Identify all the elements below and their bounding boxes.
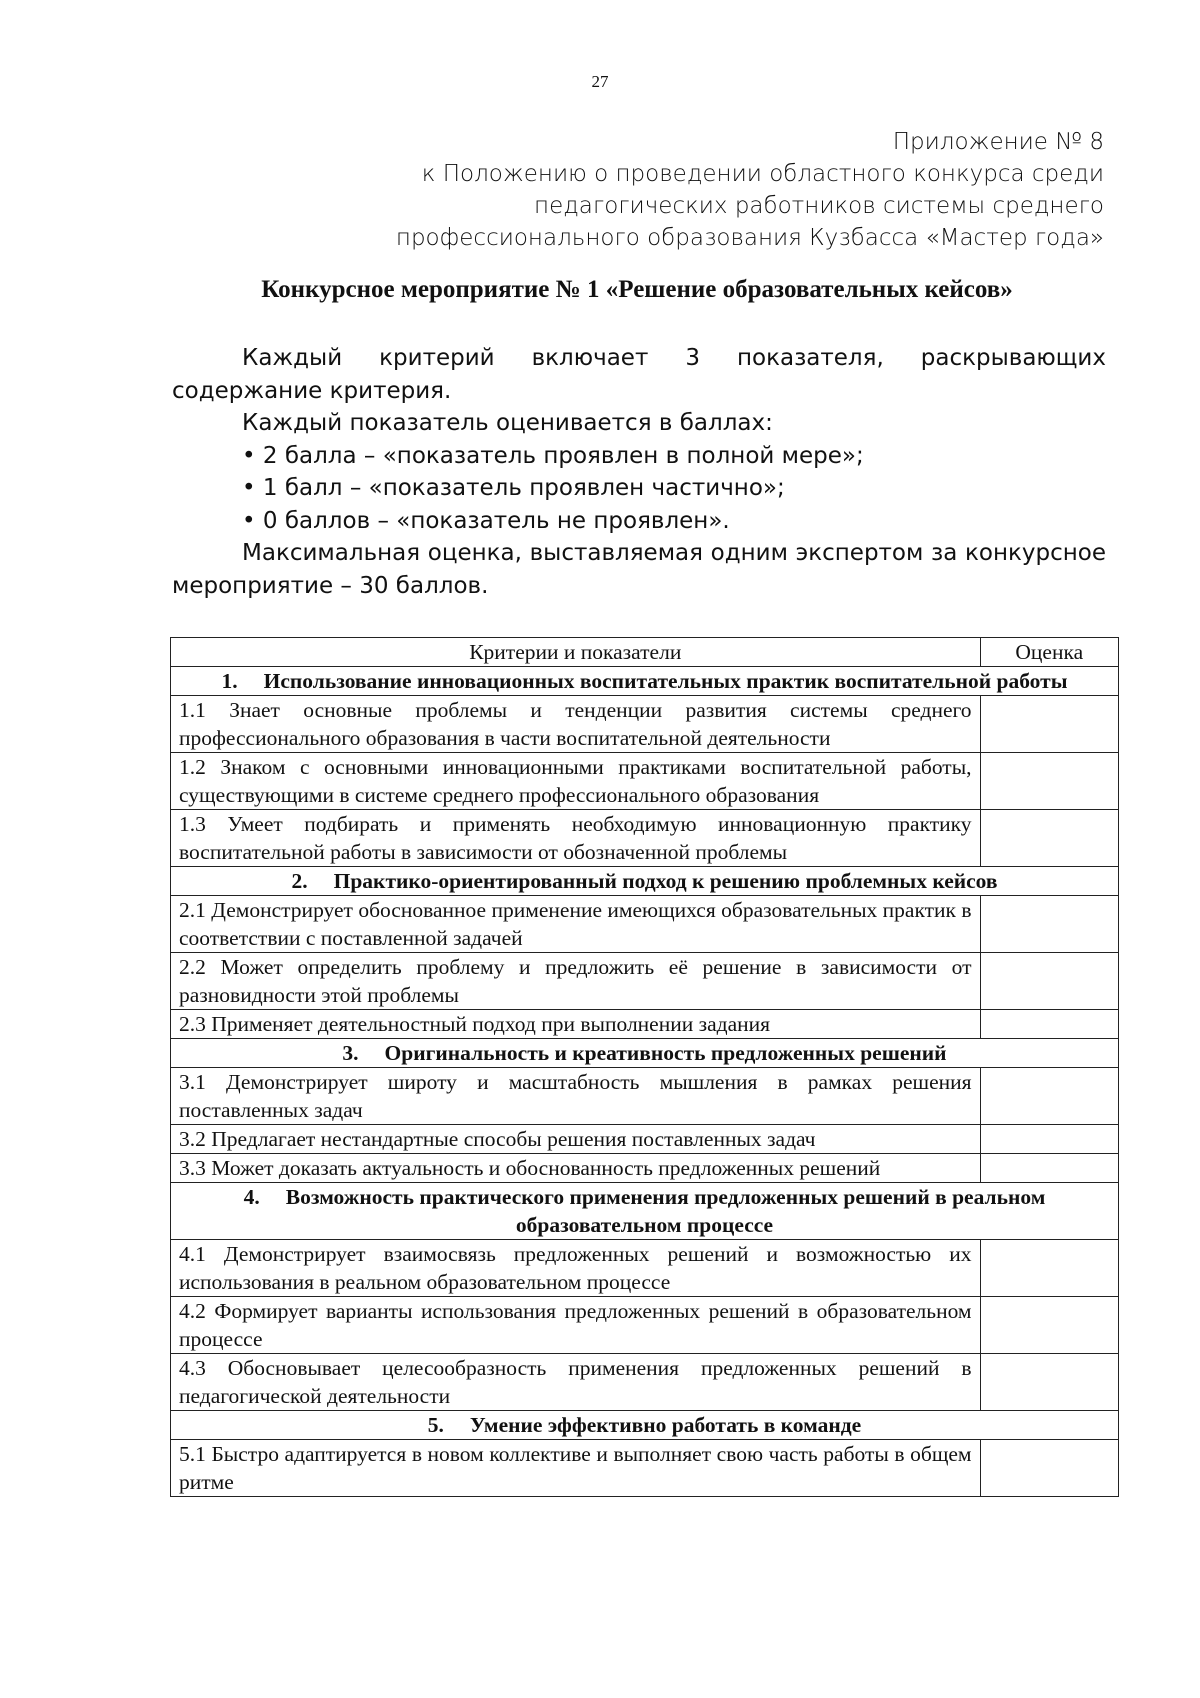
bullet-item: • 2 балла – «показатель проявлен в полной мере»; — [242, 442, 864, 469]
score-cell[interactable] — [980, 1125, 1118, 1154]
intro-paragraph: Каждый критерий включает 3 показателя, раскрывающих содержание критерия. — [172, 345, 1106, 404]
indicator-text: 4.3 Обосновывает целесообразность применения предложенных решений в педагогической деятельности — [171, 1354, 981, 1411]
appendix-line: к Положению о проведении областного конкурса среди — [421, 161, 1104, 187]
score-cell[interactable] — [980, 1068, 1118, 1125]
indicator-row — [171, 1010, 1119, 1039]
indicator-row — [171, 1440, 1119, 1497]
indicator-row — [171, 1297, 1119, 1354]
indicator-text: 2.1 Демонстрирует обоснованное применение имеющихся образовательных практик в соответствии с поставленной задачей — [171, 896, 981, 953]
indicator-text: 3.3 Может доказать актуальность и обоснованность предложенных решений — [171, 1154, 981, 1183]
bullet-item: • 1 балл – «показатель проявлен частично»; — [242, 475, 785, 501]
score-cell[interactable] — [980, 953, 1118, 1010]
criterion-title — [171, 867, 1119, 896]
score-cell[interactable] — [980, 810, 1118, 867]
indicator-row — [171, 953, 1119, 1010]
indicator-row — [171, 810, 1119, 867]
table-header-row — [171, 638, 1119, 667]
indicator-text: 4.1 Демонстрирует взаимосвязь предложенных решений и возможностью их использования в реальном образовательном процессе — [171, 1240, 981, 1297]
score-cell[interactable] — [980, 1010, 1118, 1039]
criterion-row — [171, 667, 1119, 696]
indicator-text: 1.3 Умеет подбирать и применять необходимую инновационную практику воспитательной работы в зависимости от обозначенной проблемы — [171, 810, 981, 867]
criterion-title — [171, 1039, 1119, 1068]
intro-paragraph: Максимальная оценка, выставляемая одним экспертом за конкурсное мероприятие – 30 баллов. — [172, 540, 1106, 599]
indicator-text: 4.2 Формирует варианты использования предложенных решений в образовательном процессе — [171, 1297, 981, 1354]
indicator-text: 1.1 Знает основные проблемы и тенденции развития системы среднего профессионального образования в части воспитательной деятельности — [171, 696, 981, 753]
criteria-table — [170, 637, 1119, 1497]
indicator-text: 5.1 Быстро адаптируется в новом коллективе и выполняет свою часть работы в общем ритме — [171, 1440, 981, 1497]
criterion-row — [171, 1039, 1119, 1068]
appendix-line: профессионального образования Кузбасса «Мастер года» — [395, 225, 1104, 251]
appendix-line: педагогических работников системы среднего — [534, 193, 1104, 219]
score-cell[interactable] — [980, 1354, 1118, 1411]
criterion-number: 3. — [342, 1041, 359, 1065]
criterion-text: Практико-ориентированный подход к решению проблемных кейсов — [333, 869, 998, 893]
page-number: 27 — [591, 72, 609, 91]
criterion-text: Оригинальность и креативность предложенных решений — [384, 1041, 947, 1065]
criterion-row — [171, 1411, 1119, 1440]
score-column-header: Оценка — [980, 638, 1118, 667]
criterion-title — [171, 667, 1119, 696]
indicator-text: 3.1 Демонстрирует широту и масштабность мышления в рамках решения поставленных задач — [171, 1068, 981, 1125]
appendix-header — [344, 126, 1104, 254]
criterion-text: Возможность практического применения предложенных решений в реальном образовательном процессе — [285, 1185, 1046, 1237]
indicator-row — [171, 1154, 1119, 1183]
criterion-number: 2. — [291, 869, 308, 893]
indicator-row — [171, 696, 1119, 753]
indicator-text: 2.3 Применяет деятельностный подход при выполнении задания — [171, 1010, 981, 1039]
score-cell[interactable] — [980, 753, 1118, 810]
indicator-row — [171, 753, 1119, 810]
score-cell[interactable] — [980, 1154, 1118, 1183]
document-title: Конкурсное мероприятие № 1 «Решение образовательных кейсов» — [261, 276, 1013, 303]
indicator-text: 3.2 Предлагает нестандартные способы решения поставленных задач — [171, 1125, 981, 1154]
criterion-text: Умение эффективно работать в команде — [469, 1413, 862, 1437]
indicator-row — [171, 1125, 1119, 1154]
indicator-text: 2.2 Может определить проблему и предложить её решение в зависимости от разновидности этой проблемы — [171, 953, 981, 1010]
appendix-line: Приложение № 8 — [892, 129, 1104, 155]
score-cell[interactable] — [980, 896, 1118, 953]
score-cell[interactable] — [980, 1240, 1118, 1297]
criterion-number: 5. — [427, 1413, 444, 1437]
criterion-number: 1. — [221, 669, 238, 693]
criterion-title — [171, 1411, 1119, 1440]
criterion-number: 4. — [243, 1185, 260, 1209]
indicator-row — [171, 1068, 1119, 1125]
score-cell[interactable] — [980, 696, 1118, 753]
criterion-row — [171, 867, 1119, 896]
criterion-row — [171, 1183, 1119, 1240]
criteria-column-header: Критерии и показатели — [171, 638, 981, 667]
score-cell[interactable] — [980, 1440, 1118, 1497]
criterion-text: Использование инновационных воспитательных практик воспитательной работы — [263, 669, 1068, 693]
bullet-item: • 0 баллов – «показатель не проявлен». — [242, 507, 730, 534]
indicator-row — [171, 1354, 1119, 1411]
score-cell[interactable] — [980, 1297, 1118, 1354]
indicator-row — [171, 1240, 1119, 1297]
criterion-title — [171, 1183, 1119, 1240]
indicator-row — [171, 896, 1119, 953]
intro-text — [172, 342, 1106, 602]
intro-paragraph: Каждый показатель оценивается в баллах: — [242, 410, 773, 436]
indicator-text: 1.2 Знаком с основными инновационными практиками воспитательной работы, существующими в системе среднего профессионального образования — [171, 753, 981, 810]
